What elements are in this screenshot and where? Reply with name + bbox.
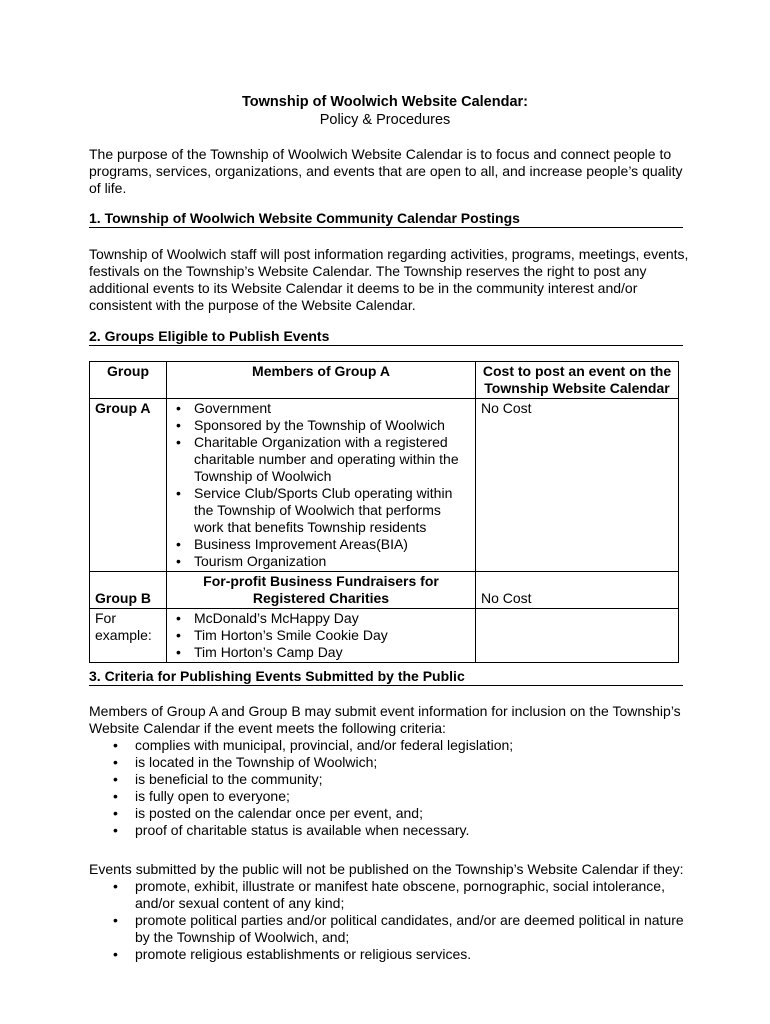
list-item: • Tourism Organization: [172, 553, 470, 570]
section-3-heading: 3. Criteria for Publishing Events Submitted by the Public: [89, 668, 683, 686]
header-group: Group: [90, 362, 167, 399]
group-a-cost: No Cost: [476, 399, 679, 572]
list-item: • proof of charitable status is available when necessary.: [89, 822, 689, 839]
list-item: • Tim Horton’s Camp Day: [172, 644, 470, 661]
list-item: • is located in the Township of Woolwich;: [89, 754, 689, 771]
criteria-list: [89, 737, 689, 839]
section-3-intro: Members of Group A and Group B may submit event information for inclusion on the Township’s Website Calendar if the event meets the following criteria:: [89, 703, 681, 736]
list-item: • Government: [172, 400, 470, 417]
list-item: • promote political parties and/or political candidates, and/or are deemed political in nature by the Township of Woolwich, and;: [89, 912, 685, 946]
group-b-header: For-profit Business Fundraisers for Registered Charities: [167, 572, 476, 609]
group-b-example-list: [172, 610, 470, 661]
document-subtitle: Policy & Procedures: [319, 112, 451, 128]
intro-paragraph: The purpose of the Township of Woolwich Website Calendar is to focus and connect people to programs, services, organizations, and events that are open to all, and increase people’s quality of life.: [89, 146, 683, 196]
header-cost: Cost to post an event on the Township Website Calendar: [476, 362, 679, 399]
exclusion-intro: Events submitted by the public will not be published on the Township’s Website Calendar if they:: [89, 861, 684, 877]
list-item: • Sponsored by the Township of Woolwich: [172, 417, 470, 434]
section-1-body: Township of Woolwich staff will post information regarding activities, programs, meetings, events, festivals on the Township’s Website Calendar. The Township reserves the right to post any additional events to its Website Calendar it deems to be in the community interest and/or consistent with the purpose of the Website Calendar.: [89, 246, 689, 313]
group-b-examples-cost: [476, 609, 679, 663]
list-item: • promote, exhibit, illustrate or manifest hate obscene, pornographic, social intolerance, and/or sexual content of any kind;: [89, 878, 685, 912]
list-item: • complies with municipal, provincial, and/or federal legislation;: [89, 737, 689, 754]
header-members: Members of Group A: [167, 362, 476, 399]
group-b-label: Group B: [90, 572, 167, 609]
list-item: • promote religious establishments or religious services.: [89, 946, 685, 963]
table-row-group-b-examples: [90, 609, 679, 663]
exclusion-list: [89, 878, 685, 963]
table-header-row: [90, 362, 679, 399]
list-item: • is posted on the calendar once per event, and;: [89, 805, 689, 822]
groups-table: [89, 361, 679, 663]
list-item: • Business Improvement Areas(BIA): [172, 536, 470, 553]
list-item: • McDonald’s McHappy Day: [172, 610, 470, 627]
document-title: Township of Woolwich Website Calendar:: [242, 94, 528, 110]
table-row-group-a: [90, 399, 679, 572]
list-item: • Charitable Organization with a registered charitable number and operating within the Township of Woolwich: [172, 434, 470, 485]
group-a-member-list: [172, 400, 470, 570]
group-a-label: Group A: [90, 399, 167, 572]
section-1-heading: 1. Township of Woolwich Website Community Calendar Postings: [89, 210, 683, 228]
list-item: • Tim Horton’s Smile Cookie Day: [172, 627, 470, 644]
group-b-cost: No Cost: [476, 572, 679, 609]
group-b-example-label: For example:: [90, 609, 167, 663]
list-item: • Service Club/Sports Club operating within the Township of Woolwich that performs work that benefits Township residents: [172, 485, 470, 536]
list-item: • is fully open to everyone;: [89, 788, 689, 805]
list-item: • is beneficial to the community;: [89, 771, 689, 788]
table-row-group-b: [90, 572, 679, 609]
group-a-members: [167, 399, 476, 572]
section-2-heading: 2. Groups Eligible to Publish Events: [89, 328, 683, 346]
group-b-examples: [167, 609, 476, 663]
